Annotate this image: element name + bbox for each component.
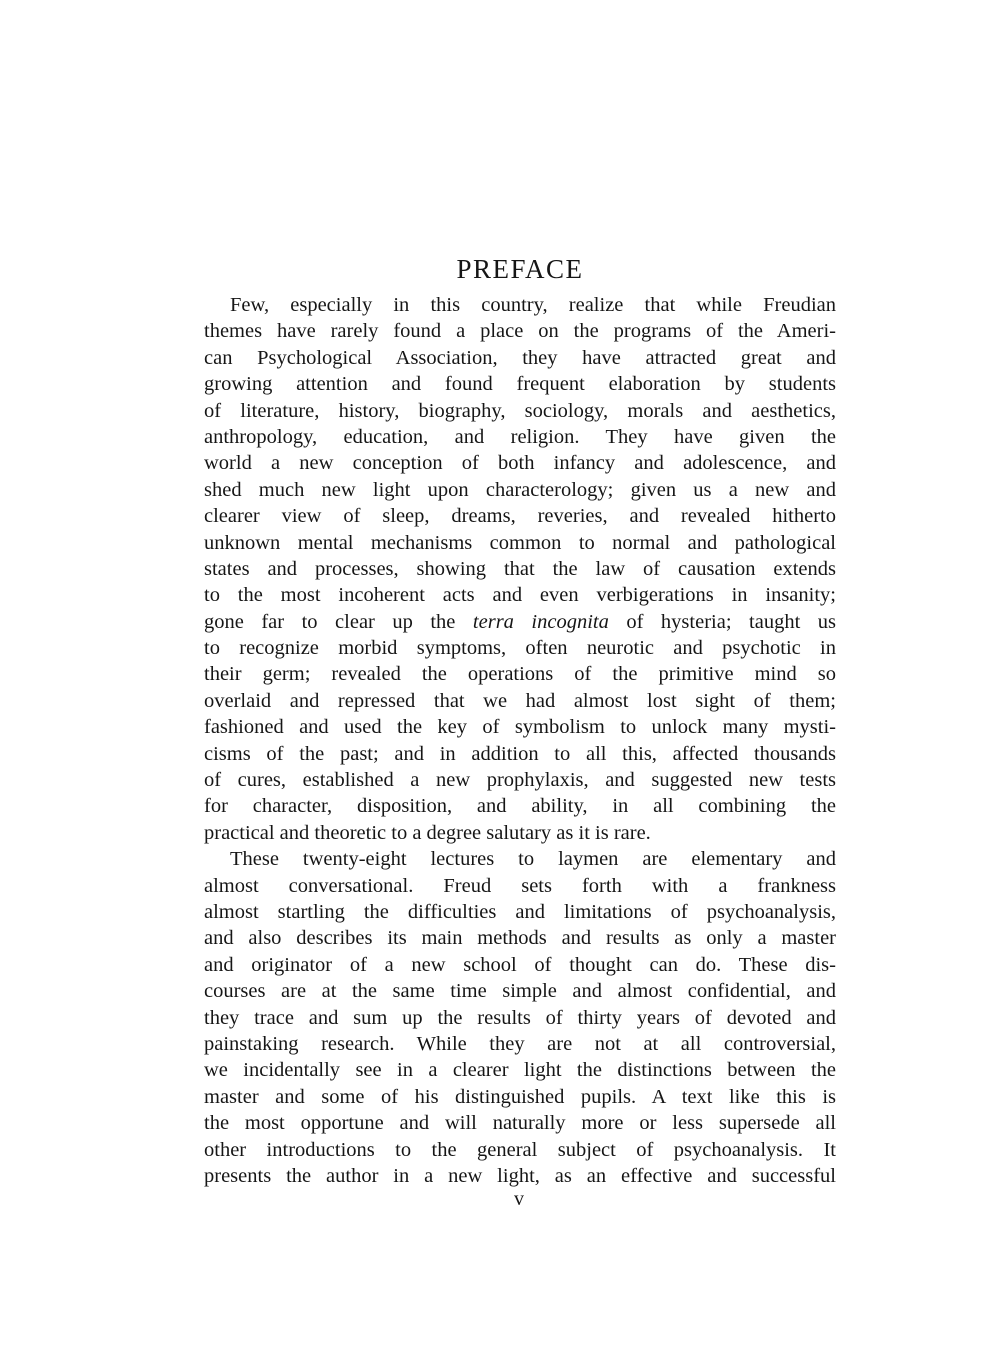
text-line: growing attention and found frequent elaboration by students: [204, 373, 836, 396]
text-line: cisms of the past; and in addition to all this, affected thousands: [204, 742, 836, 765]
text-line: states and processes, showing that the law of causation extends: [204, 557, 836, 580]
page-number: v: [514, 1188, 524, 1210]
text-line: painstaking research. While they are not at all controversial,: [204, 1032, 836, 1055]
text-line: of cures, established a new prophylaxis, and suggested new tests: [204, 769, 836, 792]
text-line: courses are at the same time simple and almost confidential, and: [204, 980, 836, 1003]
text-line: other introductions to the general subject of psychoanalysis. It: [204, 1138, 836, 1161]
text-line: unknown mental mechanisms common to normal and pathological: [204, 531, 836, 554]
text-line: can Psychological Association, they have attracted great and: [204, 346, 836, 369]
text-line: shed much new light upon characterology; given us a new and: [204, 478, 836, 501]
text-line-with-italic: [204, 609, 836, 635]
text-line: overlaid and repressed that we had almost lost sight of them;: [204, 689, 836, 712]
text-line: the most opportune and will naturally more or less supersede all: [204, 1112, 836, 1135]
text-line: to the most incoherent acts and even verbigerations in insanity;: [204, 584, 836, 607]
text-line: Few, especially in this country, realize that while Freudian: [230, 294, 836, 316]
text-line: master and some of his distinguished pupils. A text like this is: [204, 1085, 836, 1108]
text-line: fashioned and used the key of symbolism to unlock many mysti-: [204, 716, 836, 739]
text-line: their germ; revealed the operations of the primitive mind so: [204, 663, 836, 686]
text-line: of literature, history, biography, sociology, morals and aesthetics,: [204, 399, 836, 422]
text-line: presents the author in a new light, as an effective and successful: [204, 1164, 836, 1187]
text-line: for character, disposition, and ability, in all combining the: [204, 795, 836, 818]
text-line: clearer view of sleep, dreams, reveries, and revealed hitherto: [204, 505, 836, 528]
text-line: themes have rarely found a place on the programs of the Ameri-: [204, 320, 836, 343]
text-line: they trace and sum up the results of thirty years of devoted and: [204, 1006, 836, 1029]
text-line: and originator of a new school of thought can do. These dis-: [204, 953, 836, 976]
page-title: PREFACE: [456, 254, 584, 284]
text-line: we incidentally see in a clearer light the distinctions between the: [204, 1059, 836, 1082]
text-line: almost startling the difficulties and limitations of psychoanalysis,: [204, 900, 836, 923]
text-line: almost conversational. Freud sets forth with a frankness: [204, 874, 836, 897]
italic-phrase: terra incognita: [472, 610, 609, 633]
preface-body: [204, 292, 836, 1189]
text-line: practical and theoretic to a degree salutary as it is rare.: [204, 821, 651, 844]
paragraph-2: [204, 846, 836, 1189]
text-segment: of hysteria; taught us: [608, 610, 836, 633]
text-line: world a new conception of both infancy and adolescence, and: [204, 452, 836, 475]
text-line: and also describes its main methods and results as only a master: [204, 927, 836, 950]
text-line: These twenty-eight lectures to laymen are elementary and: [230, 848, 836, 871]
text-line: anthropology, education, and religion. They have given the: [204, 425, 836, 448]
text-segment: gone far to clear up the: [204, 610, 473, 633]
text-line: to recognize morbid symptoms, often neurotic and psychotic in: [204, 637, 836, 660]
paragraph-1: [204, 292, 836, 846]
